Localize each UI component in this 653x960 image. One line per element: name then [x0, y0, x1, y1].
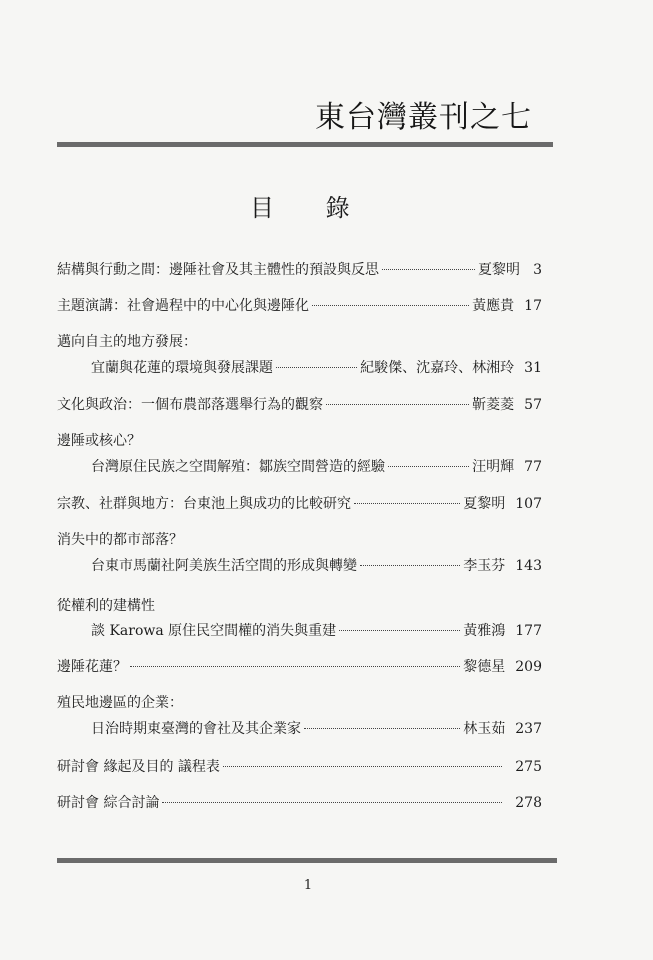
toc-entry-10: [91, 718, 542, 740]
leader-dots: [304, 728, 460, 729]
leader-dots: [388, 466, 469, 467]
toc-entry-title: 台灣原住民族之空間解殖：鄒族空間營造的經驗: [91, 459, 385, 475]
toc-entry-title: 主題演講：社會過程中的中心化與邊陲化: [57, 298, 309, 314]
leader-dots: [382, 269, 475, 270]
page-number: 1: [303, 878, 313, 893]
toc-entry-author: 汪明輝: [472, 459, 515, 475]
toc-entry-7: [91, 555, 542, 577]
bottom-rule: [57, 858, 557, 863]
toc-section-heading: 邁向自主的地方發展：: [57, 334, 197, 350]
toc-heading: 目 錄: [250, 194, 372, 222]
toc-entry-page: 275: [515, 759, 542, 775]
toc-entry-title: 研討會 綜合討論: [57, 795, 160, 811]
top-rule: [57, 142, 553, 147]
toc-entry-page: 77: [524, 459, 542, 475]
toc-section-heading: 邊陲或核心？: [57, 433, 141, 449]
toc-entry-page: 143: [515, 558, 542, 574]
leader-dots: [223, 766, 502, 767]
toc-entry-title: 宜蘭與花蓮的環境與發展課題: [91, 360, 273, 376]
toc-entry-author: 林玉茹: [463, 721, 506, 737]
toc-entry-title: 研討會 緣起及目的 議程表: [57, 759, 220, 775]
toc-entry-title: 日治時期東臺灣的會社及其企業家: [91, 721, 301, 737]
toc-entry-4: [57, 394, 542, 416]
toc-entry-8: [91, 620, 542, 642]
series-title: 東台灣叢刊之七: [315, 100, 532, 135]
toc-entry-author: 夏黎明: [463, 496, 506, 512]
toc-section-heading: 從權利的建構性: [57, 598, 155, 614]
leader-dots: [276, 367, 357, 368]
toc-entry-title: 台東市馬蘭社阿美族生活空間的形成與轉變: [91, 558, 357, 574]
toc-entry-page: 107: [515, 496, 542, 512]
leader-dots: [312, 305, 469, 306]
toc-entry-title: 結構與行動之間：邊陲社會及其主體性的預設與反思: [57, 262, 379, 278]
toc-entry-title: 文化與政治：一個布農部落選舉行為的觀察: [57, 397, 323, 413]
toc-entry-page: 31: [524, 360, 542, 376]
toc-entry-1: [57, 259, 542, 281]
leader-dots: [326, 404, 469, 405]
leader-dots: [339, 630, 460, 631]
toc-entry-author: 黃應貴: [472, 298, 515, 314]
toc-entry-3: [91, 357, 542, 379]
toc-entry-author: 黎德星: [463, 659, 506, 675]
toc-entry-page: 278: [515, 795, 542, 811]
toc-entry-page: 177: [515, 623, 542, 639]
toc-entry-5: [91, 456, 542, 478]
toc-entry-page: 3: [533, 262, 542, 278]
toc-entry-author: 黃雅鴻: [463, 623, 506, 639]
leader-dots: [130, 666, 460, 667]
toc-entry-9: [57, 656, 542, 678]
toc-entry-page: 57: [524, 397, 542, 413]
toc-section-heading: 消失中的都市部落？: [57, 532, 183, 548]
toc-entry-author: 靳菱菱: [472, 397, 515, 413]
toc-entry-page: 17: [524, 298, 542, 314]
leader-dots: [354, 503, 460, 504]
toc-entry-author: 夏黎明: [478, 262, 520, 278]
toc-entry-author: 紀駿傑、沈嘉玲、林湘玲: [360, 360, 515, 376]
leader-dots: [162, 802, 502, 803]
toc-entry-author: 李玉芬: [463, 558, 506, 574]
toc-entry-2: [57, 295, 542, 317]
toc-entry-title: 宗教、社群與地方：台東池上與成功的比較研究: [57, 496, 351, 512]
toc-entry-title: 談 Karowa 原住民空間權的消失與重建: [91, 623, 337, 639]
toc-entry-title: 邊陲花蓮？: [57, 659, 127, 675]
leader-dots: [360, 565, 460, 566]
toc-entry-6: [57, 493, 542, 515]
toc-entry-12: [57, 792, 542, 814]
toc-entry-page: 237: [515, 721, 542, 737]
toc-entry-page: 209: [515, 659, 542, 675]
toc-entry-11: [57, 756, 542, 778]
toc-section-heading: 殖民地邊區的企業：: [57, 695, 183, 711]
